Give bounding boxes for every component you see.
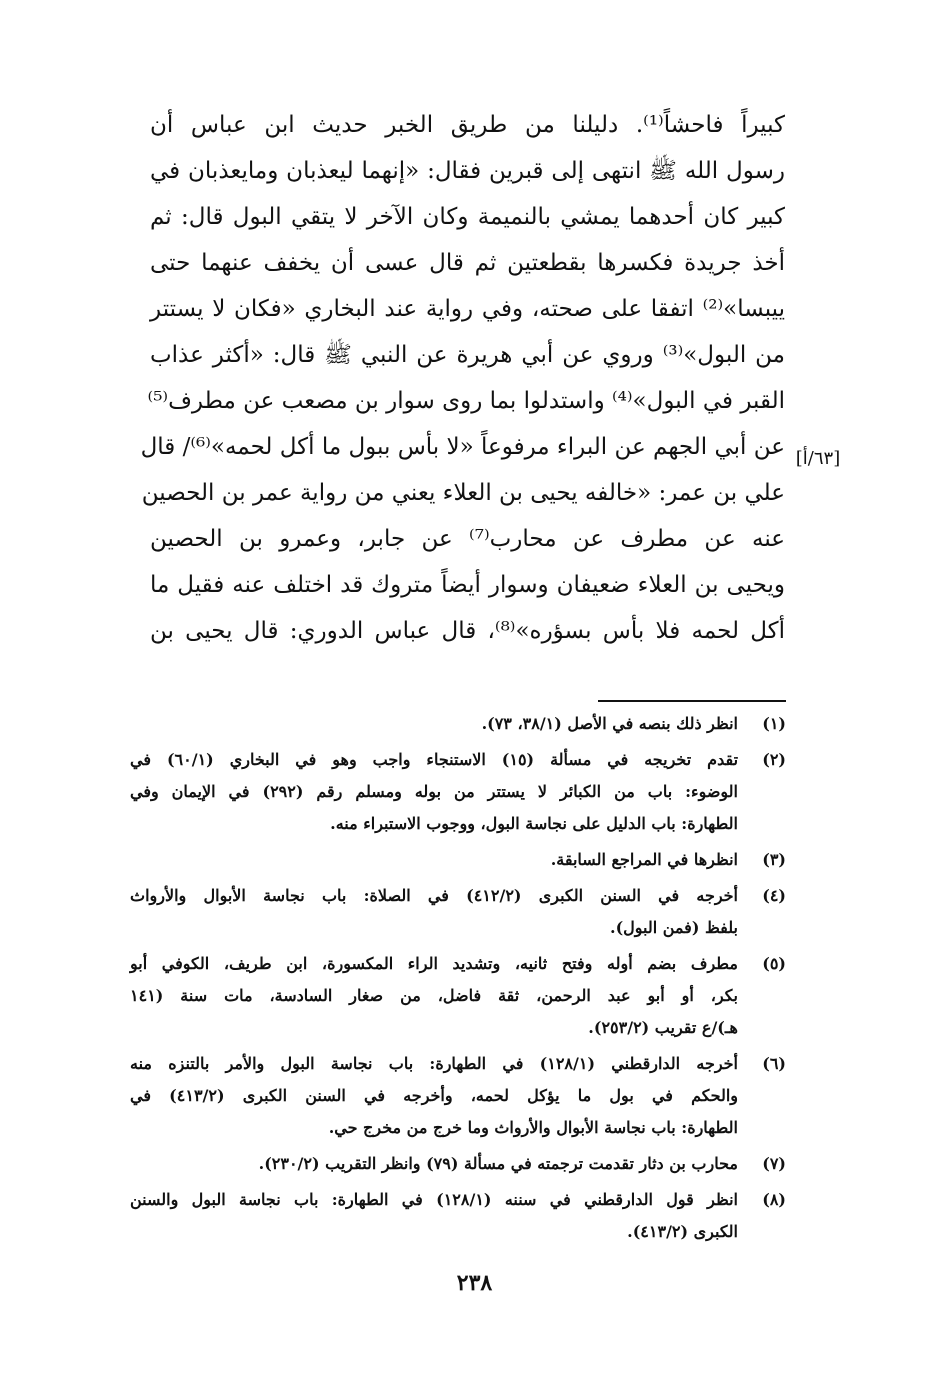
footnote-line: الوضوء: باب من الكبائر لا يستتر من بوله ومسلم رقم (٢٩٢) في الإيمان وفي bbox=[130, 782, 739, 801]
footnote-line: هـ)/ع تقريب (٢٥٣/٢). bbox=[588, 1018, 738, 1037]
footnotes bbox=[130, 708, 786, 1252]
footnote-number: (٦) bbox=[762, 1054, 786, 1073]
footnote-number: (٣) bbox=[762, 850, 786, 869]
footnote-line: أخرجه الدارقطني (١٢٨/١) في الطهارة: باب نجاسة البول والأمر بالتنزه منه bbox=[130, 1054, 739, 1073]
footnote bbox=[130, 708, 786, 740]
footnote-separator bbox=[598, 700, 786, 702]
manuscript-folio-marker: [٦٣/أ] bbox=[795, 448, 841, 469]
text-line: عن أبي الجهم عن البراء مرفوعاً «لا بأس ببول ما أكل لحمه»⁽⁶⁾/ قال bbox=[140, 434, 785, 460]
footnote-line: بلفظ (فمن البول). bbox=[610, 918, 738, 937]
footnote-line: بكر، أو أبو عبد الرحمن، ثقة فاضل، من صغار السادسة، مات سنة (١٤١ bbox=[130, 986, 738, 1005]
footnote-line: والحكم في بول ما يؤكل لحمه، وأخرجه في السنن الكبرى (٤١٣/٢) في bbox=[130, 1086, 738, 1105]
page-number: ٢٣٨ bbox=[456, 1270, 493, 1296]
footnote-line: الطهارة: باب نجاسة الأبوال والأرواث وما خرج من مخرج حي. bbox=[328, 1118, 738, 1137]
text-line: ويحيى بن العلاء ضعيفان وسوار أيضاً متروك قد اختلف عنه فقيل ما bbox=[150, 572, 785, 598]
text-line: رسول الله ﷺ انتهى إلى قبرين فقال: «إنهما ليعذبان ومايعذبان في bbox=[150, 158, 785, 184]
footnote-line: تقدم تخريجه في مسألة (١٥) الاستنجاء واجب وهو في البخاري (٦٠/١) في bbox=[130, 750, 739, 769]
text-line: علي بن عمر: «خالفه يحيى بن العلاء يعني من رواية عمر بن الحصين bbox=[141, 480, 785, 506]
text-line: ييبسا»⁽²⁾ اتفقا على صحته، وفي رواية عند البخاري «فكان لا يستتر bbox=[150, 296, 785, 322]
footnote bbox=[130, 1148, 786, 1180]
text-line: أكل لحمه فلا بأس بسؤره»⁽⁸⁾، قال عباس الدوري: قال يحيى بن bbox=[150, 618, 785, 644]
footnote-line: انظرها في المراجع السابقة. bbox=[550, 850, 738, 869]
footnote bbox=[130, 1048, 786, 1144]
text-line: كبيراً فاحشاً⁽¹⁾. دليلنا من طريق الخبر حديث ابن عباس أن bbox=[150, 112, 786, 138]
footnote bbox=[130, 1184, 786, 1248]
footnote-number: (٨) bbox=[762, 1190, 786, 1209]
footnote-line: الكبرى (٤١٣/٢). bbox=[627, 1222, 738, 1241]
text-line: القبر في البول»⁽⁴⁾ واستدلوا بما روى سوار بن مصعب عن مطرف⁽⁵⁾ bbox=[147, 388, 785, 414]
footnote-line: مطرف بضم أوله وفتح ثانيه، وتشديد الراء المكسورة، ابن طريف، الكوفي أبو bbox=[130, 954, 738, 973]
footnote-line: انظر ذلك بنصه في الأصل (٣٨/١، ٧٣). bbox=[481, 714, 738, 733]
footnote-number: (١) bbox=[762, 714, 786, 733]
footnote-line: انظر قول الدارقطني في سننه (١٢٨/١) في الطهارة: باب نجاسة البول والسنن bbox=[130, 1190, 738, 1209]
footnote-number: (٢) bbox=[762, 750, 786, 769]
footnote-line: محارب بن دثار تقدمت ترجمته في مسألة (٧٩) وانظر التقريب (٢٣٠/٢). bbox=[258, 1154, 738, 1173]
footnote-line: الطهارة: باب الدليل على نجاسة البول، ووجوب الاستبراء منه. bbox=[330, 814, 738, 833]
text-line: أخذ جريدة فكسرها بقطعتين ثم قال عسى أن يخفف عنهما حتى bbox=[150, 250, 785, 276]
footnote-number: (٤) bbox=[762, 886, 786, 905]
main-text bbox=[140, 102, 786, 654]
footnote bbox=[130, 948, 786, 1044]
footnote bbox=[130, 880, 786, 944]
footnote-number: (٥) bbox=[762, 954, 786, 973]
footnote-line: أخرجه في السنن الكبرى (٤١٢/٢) في الصلاة: باب نجاسة الأبوال والأرواث bbox=[130, 886, 738, 905]
text-line: كبير كان أحدهما يمشي بالنميمة وكان الآخر لا يتقي البول قال: ثم bbox=[150, 204, 785, 230]
text-line: عنه عن مطرف عن محارب⁽⁷⁾ عن جابر، وعمرو بن الحصين bbox=[150, 526, 785, 552]
footnote bbox=[130, 844, 786, 876]
footnote-number: (٧) bbox=[762, 1154, 786, 1173]
footnote bbox=[130, 744, 786, 840]
text-line: من البول»⁽³⁾ وروي عن أبي هريرة عن النبي ﷺ قال: «أكثر عذاب bbox=[150, 342, 785, 368]
